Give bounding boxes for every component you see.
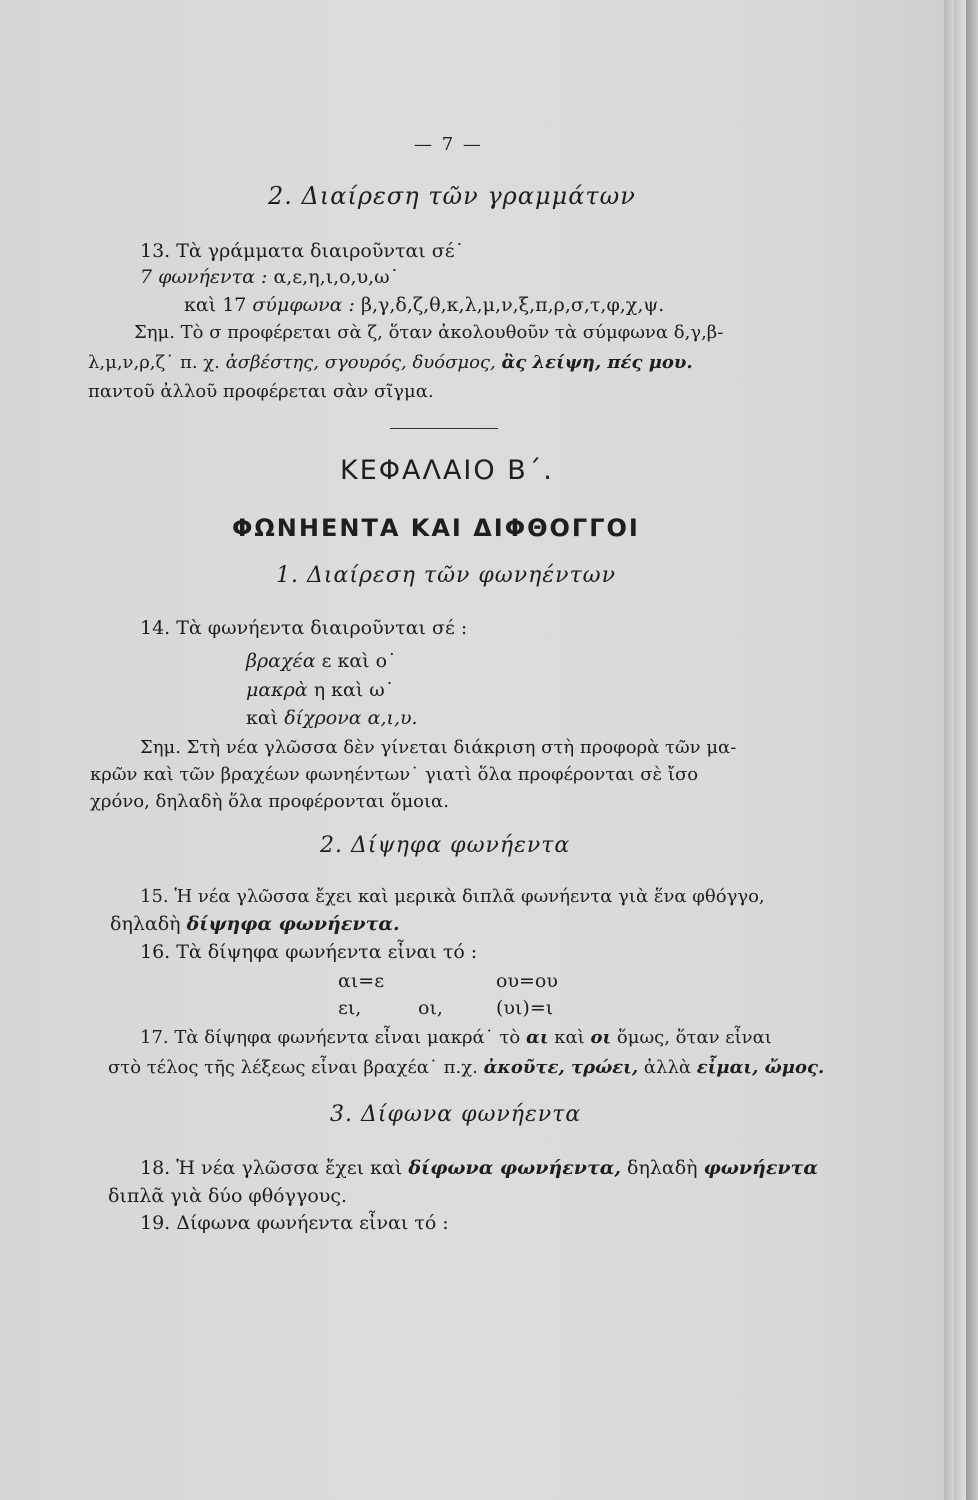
diphthong-label: δίφωνα φωνήεντα, (408, 1157, 621, 1179)
dual-vowels-label: δίχρονα α,ι,υ. (284, 707, 418, 729)
heading-letter-division: 2. Διαίρεση τῶν γραμμάτων (268, 182, 636, 210)
paragraph-17-but: ἀλλὰ (643, 1057, 692, 1078)
digraph-eq-yi: (υι)=ι (496, 997, 554, 1019)
paragraph-15-line-1: 15. Ἡ νέα γλῶσσα ἔχει καὶ μερικὰ διπλᾶ φωνήεντα γιὰ ἕνα φθόγγο, (140, 886, 765, 907)
consonants-prefix: καὶ 17 (184, 294, 247, 316)
note-14-line-3: χρόνο, δηλαδὴ ὅλα προφέρονται ὅμοια. (90, 791, 449, 812)
note-13-examples: ἀσβέστης, σγουρός, δυόσμος, (225, 352, 496, 373)
note-13-line-3: παντοῦ ἀλλοῦ προφέρεται σὰν σῖγμα. (88, 381, 434, 402)
page-edge (966, 0, 978, 1500)
vowels-label: 7 φωνήεντα : (140, 266, 268, 288)
divider-rule (390, 428, 498, 429)
paragraph-17-examples-end: εἶμαι, ὤμος. (696, 1057, 825, 1078)
paragraph-13-line-2 (140, 266, 399, 288)
paragraph-18-start: 18. Ἡ νέα γλῶσσα ἔχει καὶ (140, 1157, 403, 1179)
paragraph-18-line-2: διπλᾶ γιὰ δύο φθόγγους. (108, 1185, 347, 1207)
vowels-list: α,ε,η,ι,ο,υ,ω˙ (273, 266, 400, 288)
note-13-line-2 (88, 352, 693, 373)
digraph-eq-ei: ει, (338, 997, 362, 1019)
long-vowels-list: η καὶ ω˙ (313, 679, 395, 701)
short-vowels-label: βραχέα (246, 650, 316, 672)
short-vowels-list: ε καὶ ο˙ (321, 650, 397, 672)
digraph-eq-ou: ου=ου (496, 970, 558, 992)
paragraph-18-line-1 (140, 1157, 818, 1179)
paragraph-14-short (246, 650, 397, 672)
paragraph-15-line-2 (110, 913, 400, 935)
page-number: — 7 — (414, 134, 483, 155)
heading-digraph-vowels: 2. Δίψηφα φωνήεντα (320, 833, 571, 858)
digraph-label: δίψηφα φωνήεντα. (186, 913, 400, 935)
digraph-ai: αι (525, 1027, 549, 1048)
paragraph-14-dual (246, 707, 418, 729)
paragraph-18-mid: δηλαδὴ (627, 1157, 698, 1179)
chapter-title: ΚΕΦΑΛΑΙΟ Β΄. (340, 455, 554, 486)
section-title: ΦΩΝΗΕΝΤΑ ΚΑΙ ΔΙΦΘΟΓΓΟΙ (232, 514, 640, 542)
paragraph-16-line-1: 16. Τὰ δίψηφα φωνήεντα εἶναι τό : (140, 941, 478, 963)
note-14-line-1: Σημ. Στὴ νέα γλῶσσα δὲν γίνεται διάκριση στὴ προφορὰ τῶν μα- (140, 737, 737, 758)
paragraph-14-line-1: 14. Τὰ φωνήεντα διαιροῦνται σέ : (140, 617, 468, 639)
heading-vowel-division: 1. Διαίρεση τῶν φωνηέντων (276, 563, 616, 588)
consonants-label: σύμφωνα : (252, 294, 355, 316)
paragraph-17-end: ὅμως, ὅταν εἶναι (616, 1027, 772, 1048)
note-13-consonants: λ,μ,ν,ρ,ζ˙ π. χ. (88, 352, 220, 373)
long-vowels-label: μακρὰ (246, 679, 308, 701)
digraph-oi: οι (590, 1027, 612, 1048)
note-13-line-1: Σημ. Τὸ σ προφέρεται σὰ ζ, ὅταν ἀκολουθοῦν τὰ σύμφωνα δ,γ,β- (134, 322, 724, 343)
digraph-eq-oi: οι, (418, 997, 443, 1019)
heading-diphthong-vowels: 3. Δίφωνα φωνήεντα (330, 1102, 582, 1127)
paragraph-17-examples: ἀκοῦτε, τρώει, (483, 1057, 639, 1078)
paragraph-17-and: καὶ (554, 1027, 585, 1048)
note-13-examples-end: ἂς λείψη, πές μου. (501, 352, 693, 373)
paragraph-14-long (246, 679, 394, 701)
page-edge (954, 0, 966, 1500)
dual-vowels-prefix: καὶ (246, 707, 279, 729)
paragraph-15-start: δηλαδὴ (110, 913, 181, 935)
paragraph-17-line-1 (140, 1027, 772, 1048)
paragraph-19-line-1: 19. Δίφωνα φωνήεντα εἶναι τό : (140, 1212, 449, 1234)
paragraph-13-line-3 (184, 294, 664, 316)
paragraph-18-end: φωνήεντα (703, 1157, 819, 1179)
paragraph-13-line-1: 13. Τὰ γράμματα διαιροῦνται σέ˙ (140, 240, 465, 262)
digraph-eq-ai: αι=ε (338, 970, 385, 992)
note-14-line-2: κρῶν καὶ τῶν βραχέων φωνηέντων˙ γιατὶ ὅλα προφέρονται σὲ ἴσο (90, 764, 699, 785)
paragraph-17-start: 17. Τὰ δίψηφα φωνήεντα εἶναι μακρά˙ τὸ (140, 1027, 521, 1048)
consonants-list: β,γ,δ,ζ,θ,κ,λ,μ,ν,ξ,π,ρ,σ,τ,φ,χ,ψ. (360, 294, 665, 316)
paragraph-17-line2-start: στὸ τέλος τῆς λέξεως εἶναι βραχέα˙ π.χ. (108, 1057, 478, 1078)
page-edge (944, 0, 954, 1500)
paragraph-17-line-2 (108, 1057, 824, 1078)
